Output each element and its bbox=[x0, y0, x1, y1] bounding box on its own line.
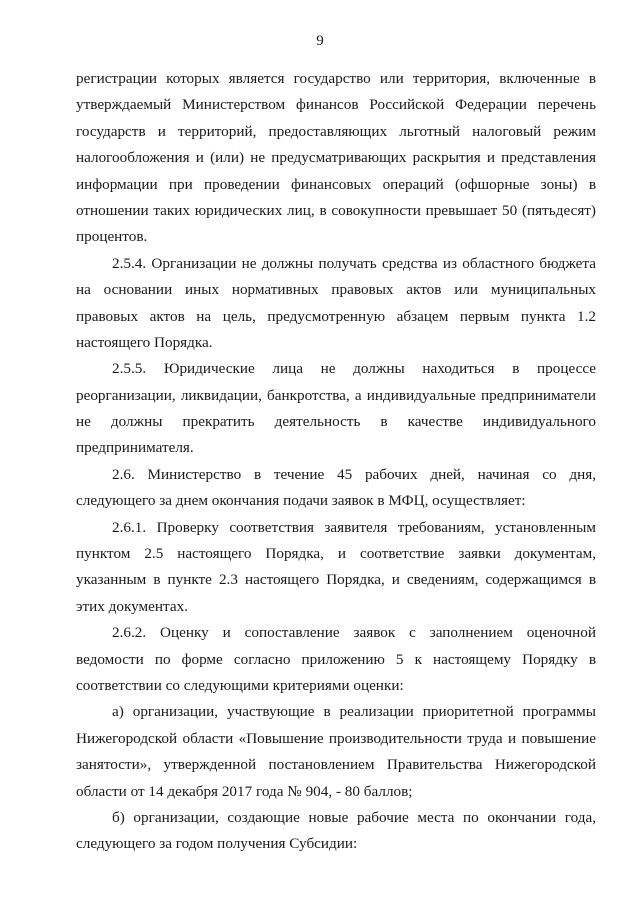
text-line: указанным в пункте 2.3 настоящего Порядка, и сведениям, содержащимся в bbox=[76, 571, 596, 589]
text-line: на основании иных нормативных правовых актов или муниципальных bbox=[76, 281, 596, 299]
text-line: этих документах. bbox=[76, 597, 188, 615]
paragraph-continuation bbox=[76, 66, 596, 251]
text-line: занятости», утвержденной постановлением Правительства Нижегородской bbox=[76, 756, 596, 774]
list-item-b bbox=[76, 805, 596, 858]
text-line: 2.5.5. Юридические лица не должны находиться в процессе bbox=[112, 360, 596, 378]
text-line: отношении таких юридических лиц, в совокупности превышает 50 (пятьдесят) bbox=[76, 201, 596, 219]
paragraph-2-6-1 bbox=[76, 515, 596, 621]
text-line: 2.6.2. Оценку и сопоставление заявок с заполнением оценочной bbox=[112, 624, 596, 642]
text-line: 2.5.4. Организации не должны получать средства из областного бюджета bbox=[112, 254, 596, 272]
text-line: настоящего Порядка. bbox=[76, 333, 213, 351]
text-line: регистрации которых является государство или территория, включенные в bbox=[76, 70, 596, 87]
text-line: правовых актов на цель, предусмотренную абзацем первым пункта 1.2 bbox=[76, 307, 596, 325]
paragraph-2-5-5 bbox=[76, 356, 596, 462]
paragraph-2-6 bbox=[76, 462, 596, 515]
text-line: не должны прекратить деятельность в качестве индивидуального bbox=[76, 413, 596, 431]
page-number: 9 bbox=[316, 33, 324, 49]
text-line: б) организации, создающие новые рабочие места по окончании года, bbox=[112, 808, 596, 826]
text-line: следующего за днем окончания подачи заявок в МФЦ, осуществляет: bbox=[76, 492, 526, 510]
text-line: Нижегородской области «Повышение производительности труда и повышение bbox=[76, 729, 596, 747]
text-line: государств и территорий, предоставляющих льготный налоговый режим bbox=[76, 122, 596, 140]
text-line: процентов. bbox=[76, 228, 148, 246]
text-line: а) организации, участвующие в реализации приоритетной программы bbox=[112, 703, 596, 721]
text-line: 2.6. Министерство в течение 45 рабочих дней, начиная со дня, bbox=[112, 465, 596, 483]
text-line: налогообложения и (или) не предусматривающих раскрытия и представления bbox=[76, 149, 596, 167]
text-line: следующего за годом получения Субсидии: bbox=[76, 835, 358, 853]
text-line: соответствии со следующими критериями оценки: bbox=[76, 676, 404, 694]
text-line: реорганизации, ликвидации, банкротства, а индивидуальные предприниматели bbox=[76, 386, 596, 404]
text-line: утверждаемый Министерством финансов Российской Федерации перечень bbox=[76, 96, 596, 114]
text-line: пунктом 2.5 настоящего Порядка, и соответствие заявки документам, bbox=[76, 545, 596, 563]
text-line: области от 14 декабря 2017 года № 904, - 80 баллов; bbox=[76, 782, 413, 800]
document-body bbox=[76, 66, 596, 858]
text-line: 2.6.1. Проверку соответствия заявителя требованиям, установленным bbox=[112, 518, 596, 536]
list-item-a bbox=[76, 699, 596, 805]
text-line: ведомости по форме согласно приложению 5 к настоящему Порядку в bbox=[76, 650, 596, 668]
paragraph-2-6-2 bbox=[76, 620, 596, 699]
paragraph-2-5-4 bbox=[76, 251, 596, 357]
text-line: предпринимателя. bbox=[76, 439, 194, 457]
text-line: информации при проведении финансовых операций (офшорные зоны) в bbox=[76, 175, 596, 193]
